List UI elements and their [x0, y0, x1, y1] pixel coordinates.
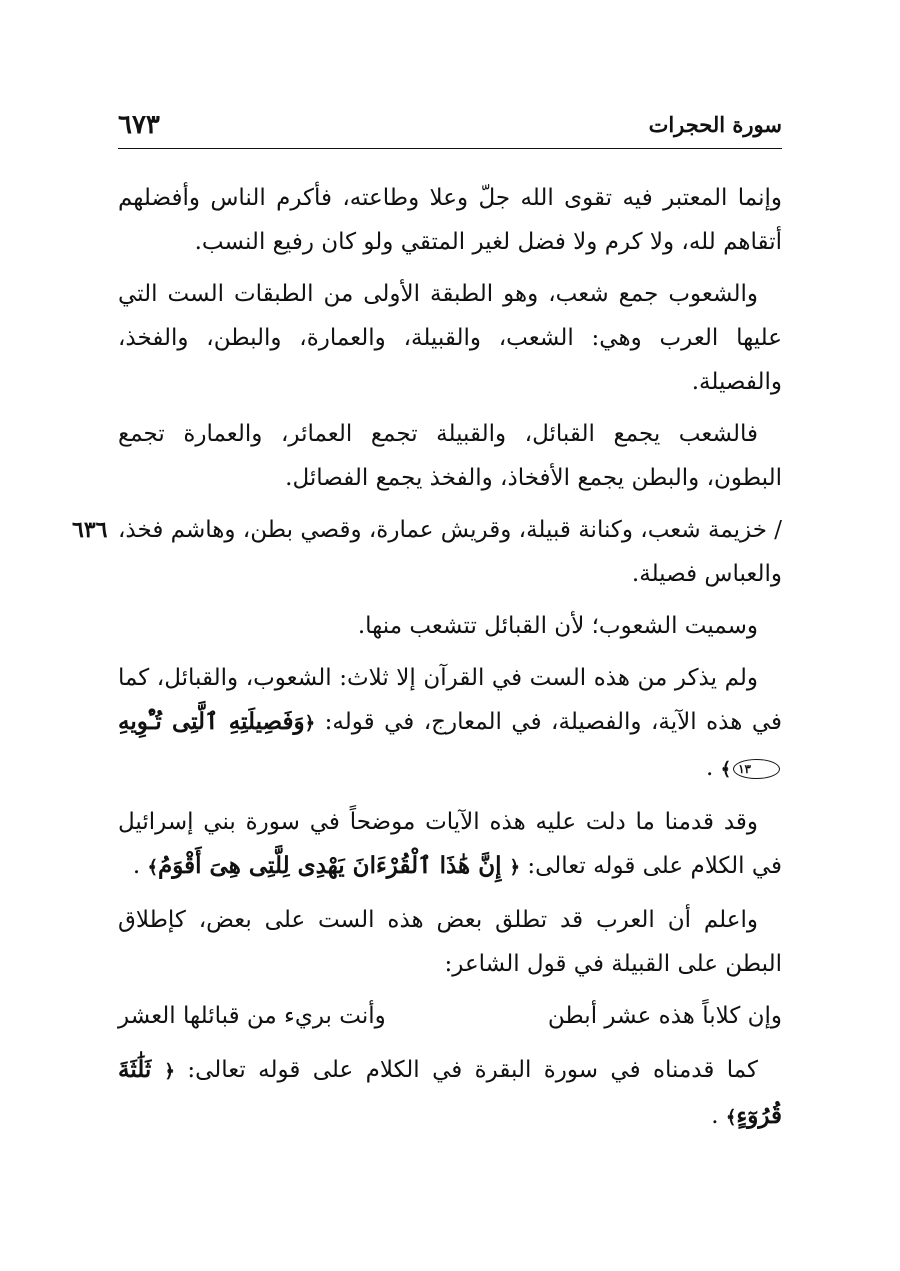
paragraph-quran-mentions	[118, 656, 782, 792]
paragraph-example-row	[72, 508, 782, 596]
page-number: ٦٧٣	[118, 110, 160, 140]
page-header	[118, 108, 782, 149]
surah-title: سورة الحجرات	[648, 112, 782, 137]
sentence-period: .	[132, 853, 148, 879]
ornate-bracket-close: ﴾	[147, 857, 159, 878]
ornate-bracket-open: ﴿	[164, 1061, 175, 1082]
verse-first-hemistich: وإن كلاباً هذه عشر أبطن	[547, 1003, 782, 1029]
paragraph-text: وقد قدمنا ما دلت عليه هذه الآيات موضحاً في سورة بني إسرائيل في الكلام على قوله تعالى:	[118, 809, 782, 879]
sentence-period: .	[711, 1103, 726, 1129]
poetry-verse	[118, 994, 782, 1038]
sentence-period: .	[705, 755, 721, 781]
paragraph-usage-note: واعلم أن العرب قد تطلق بعض هذه الست على بعض، كإطلاق البطن على القبيلة في قول الشاعر:	[118, 907, 782, 977]
paragraph-taqwa: وإنما المعتبر فيه تقوى الله جلّ وعلا وطاعته، فأكرم الناس وأفضلهم أتقاهم لله، ولا كرم ولا فضل لغير المتقي ولو كان رفيع النسب.	[118, 185, 782, 255]
paragraph-text: ولم يذكر من هذه الست في القرآن إلا ثلاث: الشعوب، والقبائل، كما في هذه الآية، والفصيلة، في المعارج، في قوله:	[118, 665, 782, 735]
ornate-bracket-open: ﴿	[509, 857, 521, 878]
ornate-bracket-close: ﴾	[725, 1107, 737, 1128]
paragraph-text: كما قدمناه في سورة البقرة في الكلام على قوله تعالى:	[187, 1057, 759, 1083]
paragraph-tribal-hierarchy: فالشعب يجمع القبائل، والقبيلة تجمع العمائر، والعمارة تجمع البطون، والبطن يجمع الأفخاذ، والفخذ يجمع الفصائل.	[118, 421, 782, 491]
marginal-page-reference: ٦٣٦	[72, 517, 108, 543]
paragraph-tribal-example: / خزيمة شعب، وكنانة قبيلة، وقريش عمارة، وقصي بطن، وهاشم فخذ، والعباس فصيلة.	[118, 517, 782, 587]
ayah-number-marker: ١٣	[733, 759, 780, 779]
paragraph-naming: وسميت الشعوب؛ لأن القبائل تتشعب منها.	[357, 613, 758, 639]
quran-verse-text: إِنَّ هَٰذَا ٱلْقُرْءَانَ يَهْدِى لِلَّتِى هِىَ أَقْوَمُ	[158, 852, 502, 879]
quran-verse	[147, 852, 520, 879]
ornate-bracket-open: ﴿	[304, 713, 316, 734]
paragraph-shuub-definition: والشعوب جمع شعب، وهو الطبقة الأولى من الطبقات الست التي عليها العرب وهي: الشعب، والقبيلة، والعمارة، والبطن، والفخذ، والفصيلة.	[118, 281, 782, 395]
paragraph-bani-israil	[118, 800, 782, 890]
page-body	[72, 176, 782, 1148]
verse-second-hemistich: وأنت بريء من قبائلها العشر	[118, 1003, 386, 1029]
paragraph-baqara-reference	[118, 1048, 782, 1140]
quran-verse-text: وَفَصِيلَتِهِ ٱلَّتِى تُـْٔوِيهِ	[118, 708, 305, 735]
ornate-bracket-close: ﴾	[720, 759, 732, 780]
quran-verse-text: ثَلَٰثَةَ قُرُوٓءٍ	[118, 1056, 782, 1129]
